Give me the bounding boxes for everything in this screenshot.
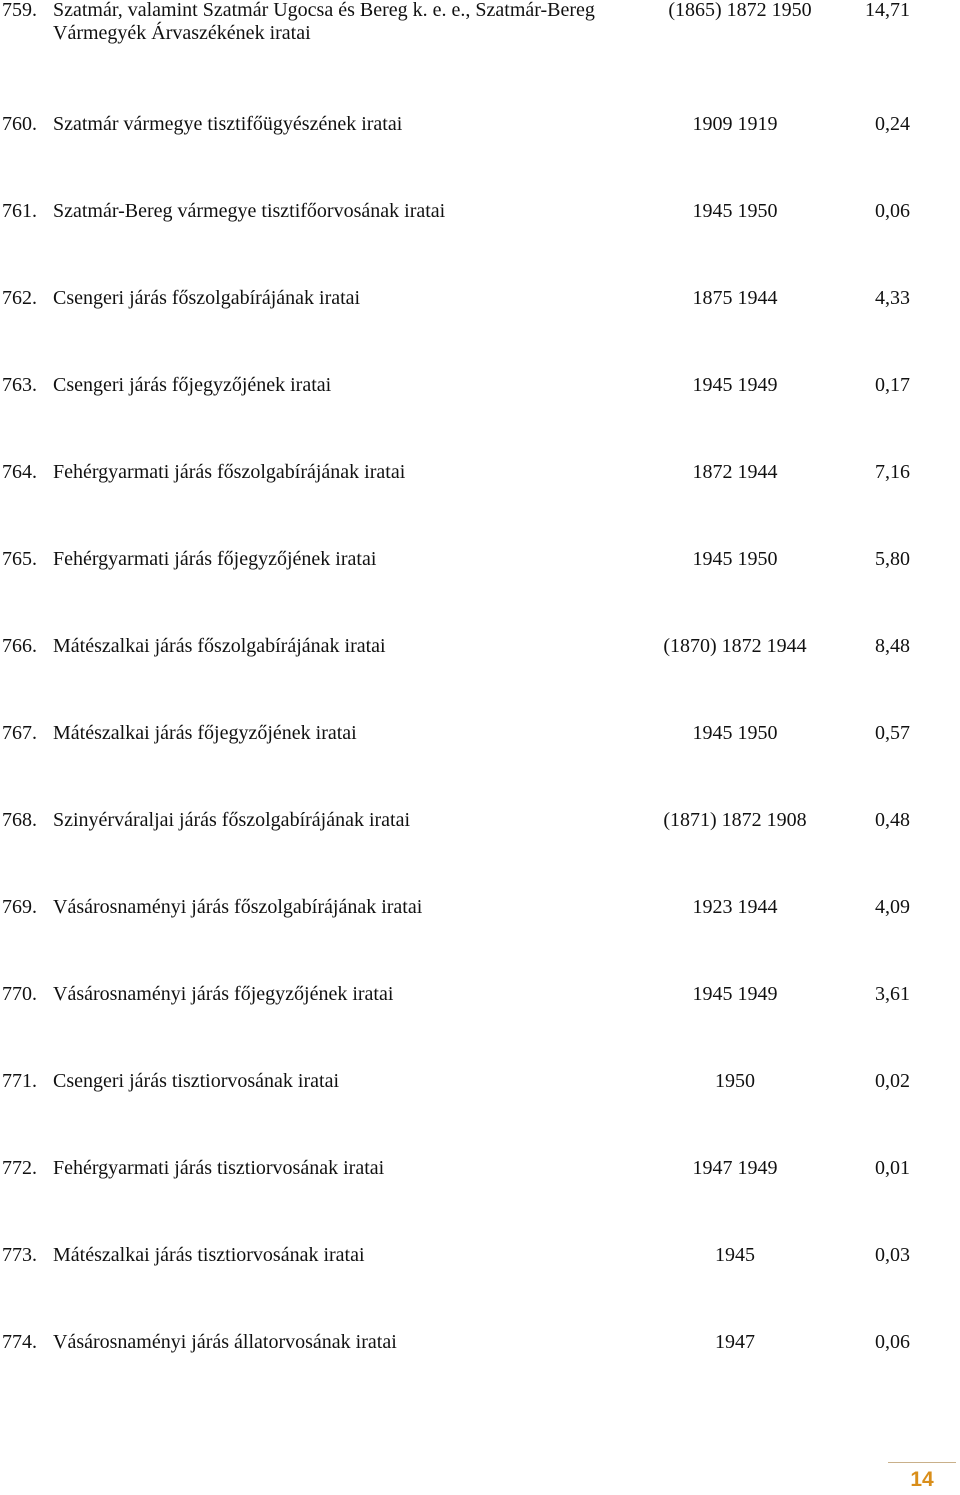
- entry-extent: 0,48: [875, 809, 910, 831]
- entry-extent: 7,16: [875, 461, 910, 483]
- list-item: [0, 548, 960, 594]
- entry-title: Csengeri járás tisztiorvosának iratai: [53, 1070, 340, 1092]
- entry-number: 771.: [2, 1070, 37, 1092]
- entry-years: 1945 1950: [692, 200, 778, 222]
- entry-title: Szatmár, valamint Szatmár Ugocsa és Bereg k. e. e., Szatmár-Bereg Vármegyék Árvaszékének iratai: [53, 0, 595, 44]
- entry-years: 1945 1950: [692, 548, 778, 570]
- entry-number: 760.: [2, 113, 37, 135]
- entry-extent: 0,01: [875, 1157, 910, 1179]
- entry-number: 762.: [2, 287, 37, 309]
- entry-title: Mátészalkai járás tisztiorvosának iratai: [53, 1244, 365, 1266]
- entry-years: 1945 1949: [692, 983, 778, 1005]
- entry-years: 1872 1944: [692, 461, 778, 483]
- entry-title: Csengeri járás főszolgabírájának iratai: [53, 287, 361, 309]
- list-item: [0, 461, 960, 507]
- entry-years: 1923 1944: [692, 896, 778, 918]
- entry-extent: 0,06: [875, 1331, 910, 1353]
- footer-divider: [888, 1462, 956, 1463]
- entry-years: 1945 1950: [692, 722, 778, 744]
- entry-extent: 5,80: [875, 548, 910, 570]
- entry-title: Mátészalkai járás főszolgabírájának iratai: [53, 635, 386, 657]
- list-item: [0, 896, 960, 942]
- entry-number: 769.: [2, 896, 37, 918]
- entry-title: Vásárosnaményi járás állatorvosának iratai: [53, 1331, 397, 1353]
- entry-extent: 4,09: [875, 896, 910, 918]
- entry-extent: 0,17: [875, 374, 910, 396]
- entry-years: 1945 1949: [692, 374, 778, 396]
- entry-title: Szatmár vármegye tisztifőügyészének iratai: [53, 113, 403, 135]
- entry-title: Vásárosnaményi járás főjegyzőjének iratai: [53, 983, 394, 1005]
- list-item: [0, 983, 960, 1029]
- entry-extent: 8,48: [875, 635, 910, 657]
- entry-title: Fehérgyarmati járás tisztiorvosának iratai: [53, 1157, 385, 1179]
- entry-extent: 0,02: [875, 1070, 910, 1092]
- entry-years: (1871) 1872 1908: [663, 809, 807, 831]
- entry-extent: 0,03: [875, 1244, 910, 1266]
- list-item: [0, 809, 960, 855]
- list-item: [0, 374, 960, 420]
- entry-years: 1875 1944: [692, 287, 778, 309]
- entry-extent: 0,24: [875, 113, 910, 135]
- entry-extent: 0,06: [875, 200, 910, 222]
- entry-years: 1947 1949: [692, 1157, 778, 1179]
- entry-years: 1945: [715, 1244, 755, 1266]
- entry-number: 763.: [2, 374, 37, 396]
- list-item: [0, 1244, 960, 1290]
- list-item: [0, 0, 960, 45]
- entry-extent: 0,57: [875, 722, 910, 744]
- entry-title: Fehérgyarmati járás főjegyzőjének iratai: [53, 548, 377, 570]
- list-item: [0, 722, 960, 768]
- entry-number: 774.: [2, 1331, 37, 1353]
- list-item: [0, 113, 960, 159]
- entry-years: (1865) 1872 1950: [668, 0, 812, 21]
- entry-extent: 4,33: [875, 287, 910, 309]
- entry-title: Csengeri járás főjegyzőjének iratai: [53, 374, 332, 396]
- entry-extent: 3,61: [875, 983, 910, 1005]
- entry-number: 765.: [2, 548, 37, 570]
- page-number: 14: [910, 1468, 934, 1491]
- entry-title: Szatmár-Bereg vármegye tisztifőorvosának iratai: [53, 200, 446, 222]
- entry-title: Mátészalkai járás főjegyzőjének iratai: [53, 722, 357, 744]
- entry-years: 1909 1919: [692, 113, 778, 135]
- list-item: [0, 1070, 960, 1116]
- list-item: [0, 635, 960, 681]
- list-item: [0, 1157, 960, 1203]
- entry-number: 773.: [2, 1244, 37, 1266]
- entry-years: 1950: [715, 1070, 755, 1092]
- entry-number: 767.: [2, 722, 37, 744]
- entry-title: Fehérgyarmati járás főszolgabírájának iratai: [53, 461, 406, 483]
- entry-extent: 14,71: [865, 0, 910, 21]
- entry-number: 764.: [2, 461, 37, 483]
- entry-years: (1870) 1872 1944: [663, 635, 807, 657]
- list-item: [0, 287, 960, 333]
- list-item: [0, 1331, 960, 1377]
- entry-number: 759.: [2, 0, 37, 21]
- entry-number: 772.: [2, 1157, 37, 1179]
- entry-title: Szinyérváraljai járás főszolgabírájának iratai: [53, 809, 411, 831]
- entry-number: 770.: [2, 983, 37, 1005]
- entry-number: 761.: [2, 200, 37, 222]
- entry-number: 766.: [2, 635, 37, 657]
- entry-years: 1947: [715, 1331, 755, 1353]
- entry-number: 768.: [2, 809, 37, 831]
- entry-title: Vásárosnaményi járás főszolgabírájának iratai: [53, 896, 423, 918]
- list-item: [0, 200, 960, 246]
